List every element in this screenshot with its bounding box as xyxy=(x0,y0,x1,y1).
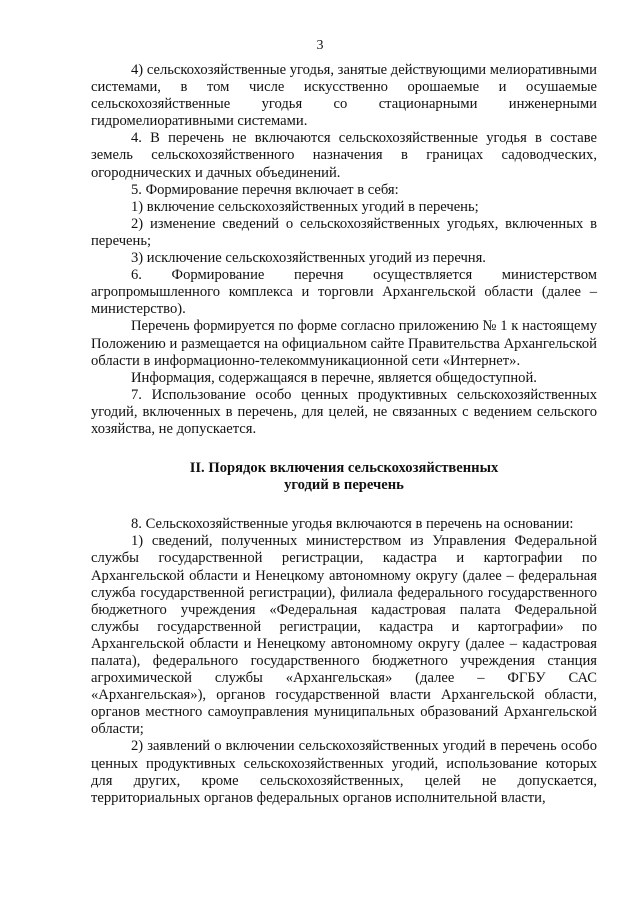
paragraph: 4. В перечень не включаются сельскохозяйственные угодья в составе земель сельскохозяйственного назначения в границах садоводческих, огороднических и дачных объединений. xyxy=(91,130,597,181)
paragraph: 5. Формирование перечня включает в себя: xyxy=(131,181,399,198)
paragraph: Информация, содержащаяся в перечне, является общедоступной. xyxy=(131,369,537,386)
section-heading-line: II. Порядок включения сельскохозяйственных xyxy=(189,460,499,477)
paragraph: 1) включение сельскохозяйственных угодий в перечень; xyxy=(131,198,479,215)
paragraph: 7. Использование особо ценных продуктивных сельскохозяйственных угодий, включенных в перечень, для целей, не связанных с ведением сельского хозяйства, не допускается. xyxy=(91,386,597,437)
paragraph: 8. Сельскохозяйственные угодья включаются в перечень на основании: xyxy=(131,516,574,533)
paragraph: Перечень формируется по форме согласно приложению № 1 к настоящему Положению и размещается на официальном сайте Правительства Архангельской области в информационно-телекоммуникационной сети «Интернет». xyxy=(91,318,597,369)
paragraph: 1) сведений, полученных министерством из Управления Федеральной службы государственной регистрации, кадастра и картографии по Архангельской области и Ненецкому автономному округу (далее – федеральная служба государственной регистрации), филиала федерального государственного бюджетного учреждения «Федеральная кадастровая палата Федеральной службы государственной регистрации, кадастра и картографии» по Архангельской области и Ненецкому автономному округу (далее – кадастровая палата), федерального государственного бюджетного учреждения станция агрохимической службы «Архангельская» (далее – ФГБУ САС «Архангельская»), органов государственной власти Архангельской области, органов местного самоуправления муниципальных образований Архангельской области; xyxy=(91,533,597,738)
paragraph: 4) сельскохозяйственные угодья, занятые действующими мелиоративными системами, в том числе искусственно орошаемые и осушаемые сельскохозяйственные угодья со стационарными инженерными гидромелиоративными системами. xyxy=(91,62,597,130)
paragraph: 6. Формирование перечня осуществляется министерством агропромышленного комплекса и торговли Архангельской области (далее – министерство). xyxy=(91,267,597,318)
section-heading-line: угодий в перечень xyxy=(284,477,404,494)
paragraph: 2) изменение сведений о сельскохозяйственных угодьях, включенных в перечень; xyxy=(91,215,597,249)
paragraph: 2) заявлений о включении сельскохозяйственных угодий в перечень особо ценных продуктивных сельскохозяйственных угодий, использование которых для других, кроме сельскохозяйственных, целей не допускается, территориальных органов федеральных органов исполнительной власти, xyxy=(91,738,597,806)
paragraph: 3) исключение сельскохозяйственных угодий из перечня. xyxy=(131,250,486,267)
page-number: 3 xyxy=(316,38,324,53)
section-heading xyxy=(91,460,597,494)
document-body xyxy=(91,62,597,807)
